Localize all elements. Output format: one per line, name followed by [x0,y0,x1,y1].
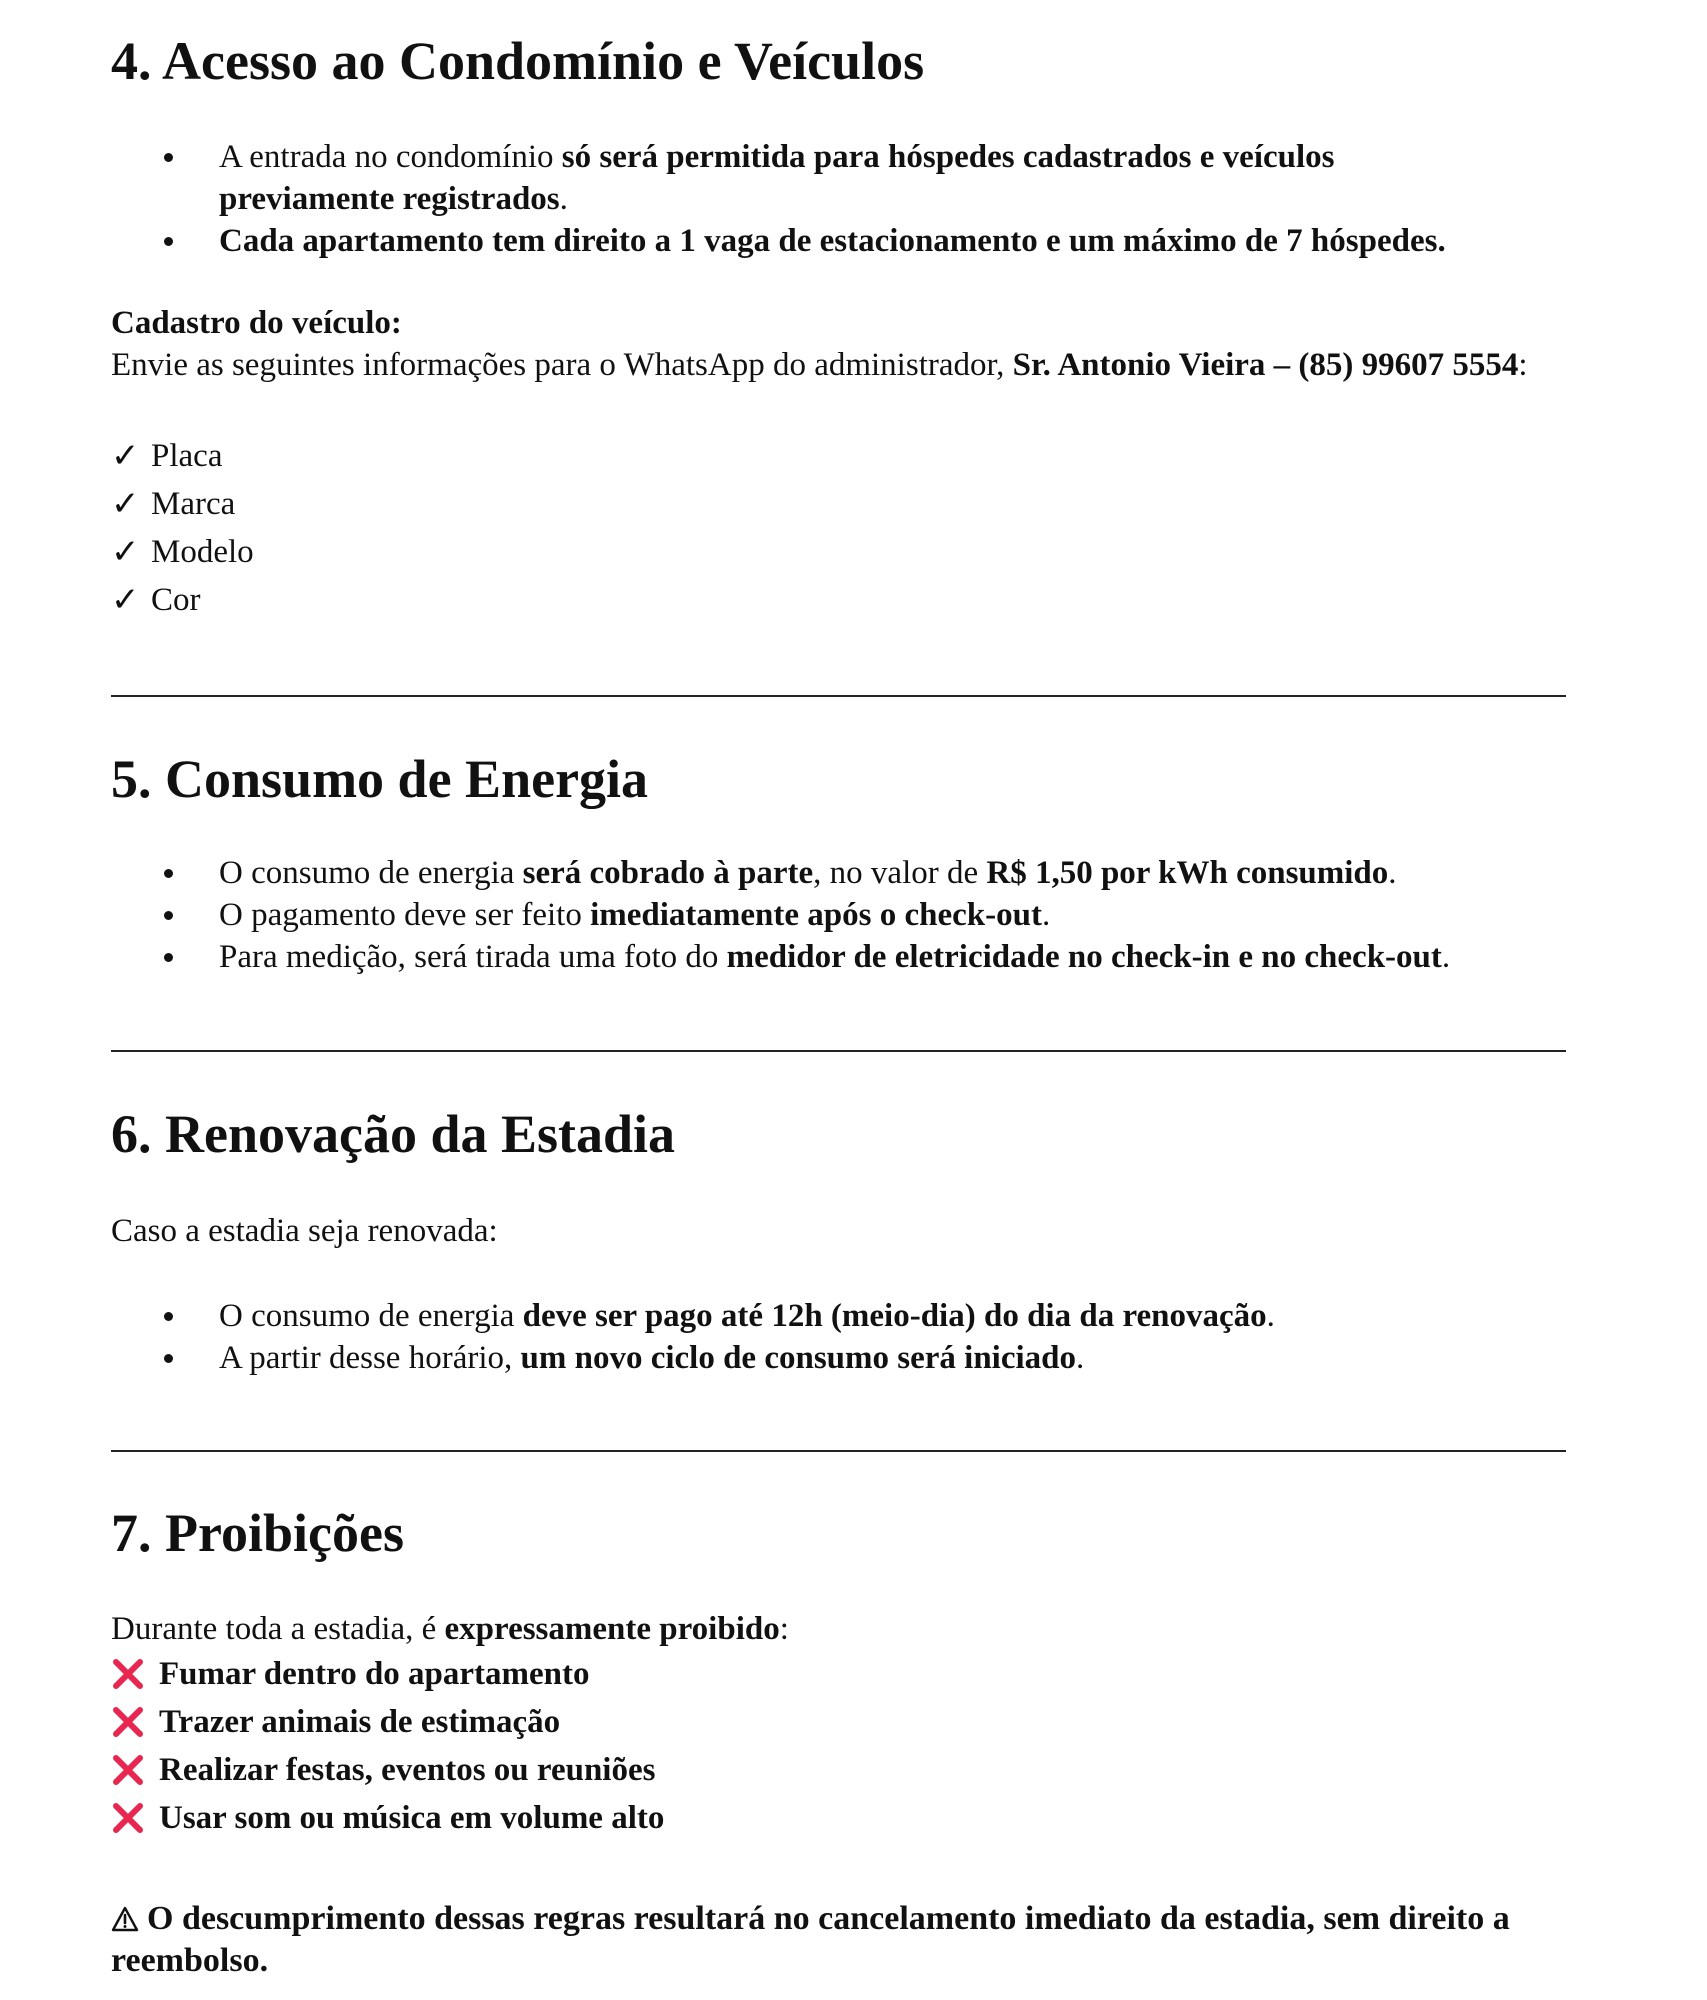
check-icon: ✓ [111,436,140,476]
warning-note: O descumprimento dessas regras resultará no cancelamento imediato da estadia, sem direito a reembolso. [111,1900,1510,1979]
bullet-dot [164,153,173,162]
check-icon: ✓ [111,580,140,620]
bullet-dot [164,237,173,246]
section-5-bullets [111,852,1581,978]
prohibition-item: Usar som ou música em volume alto [111,1794,1581,1842]
cross-icon [111,1657,145,1691]
bullet-dot [164,1312,173,1321]
divider [111,1050,1566,1052]
checklist-item: ✓ Placa [111,432,1581,480]
checklist-item: ✓ Modelo [111,528,1581,576]
vehicle-registration [111,302,1581,386]
cross-icon [111,1801,145,1835]
list-item: A entrada no condomínio só será permitida para hóspedes cadastrados e veículos previamente registrados. [111,136,1581,220]
checklist-item: ✓ Cor [111,576,1581,624]
prohibitions-list [111,1650,1581,1842]
warning-icon [111,1906,139,1932]
list-item: O consumo de energia deve ser pago até 12h (meio-dia) do dia da renovação. [111,1295,1581,1337]
vehicle-instructions: Envie as seguintes informações para o WhatsApp do administrador, Sr. Antonio Vieira – (85) 99607 5554: [111,347,1528,383]
list-item: O consumo de energia será cobrado à parte, no valor de R$ 1,50 por kWh consumido. [111,852,1581,894]
list-item: A partir desse horário, um novo ciclo de consumo será iniciado. [111,1337,1581,1379]
bullet-dot [164,953,173,962]
section-6-bullets [111,1295,1581,1379]
divider [111,1450,1566,1452]
check-icon: ✓ [111,532,140,572]
divider [111,695,1566,697]
list-item: Para medição, será tirada uma foto do medidor de eletricidade no check-in e no check-out. [111,936,1581,978]
bullet-dot [164,869,173,878]
vehicle-heading: Cadastro do veículo: [111,305,402,341]
section-6-title: 6. Renovação da Estadia [111,1104,676,1164]
section-6-intro: Caso a estadia seja renovada: [111,1213,498,1249]
list-item: O pagamento deve ser feito imediatamente após o check-out. [111,894,1581,936]
bullet-dot [164,1354,173,1363]
section-7-intro: Durante toda a estadia, é expressamente proibido: [111,1611,789,1647]
section-5-title: 5. Consumo de Energia [111,749,649,809]
cross-icon [111,1705,145,1739]
vehicle-checklist [111,432,1581,624]
list-item: Cada apartamento tem direito a 1 vaga de estacionamento e um máximo de 7 hóspedes. [111,220,1581,262]
section-4-bullets [111,136,1581,262]
bullet-dot [164,911,173,920]
section-4-title: 4. Acesso ao Condomínio e Veículos [111,31,925,91]
prohibition-item: Fumar dentro do apartamento [111,1650,1581,1698]
cross-icon [111,1753,145,1787]
prohibition-item: Realizar festas, eventos ou reuniões [111,1746,1581,1794]
checklist-item: ✓ Marca [111,480,1581,528]
prohibition-item: Trazer animais de estimação [111,1698,1581,1746]
check-icon: ✓ [111,484,140,524]
section-7-title: 7. Proibições [111,1503,404,1563]
